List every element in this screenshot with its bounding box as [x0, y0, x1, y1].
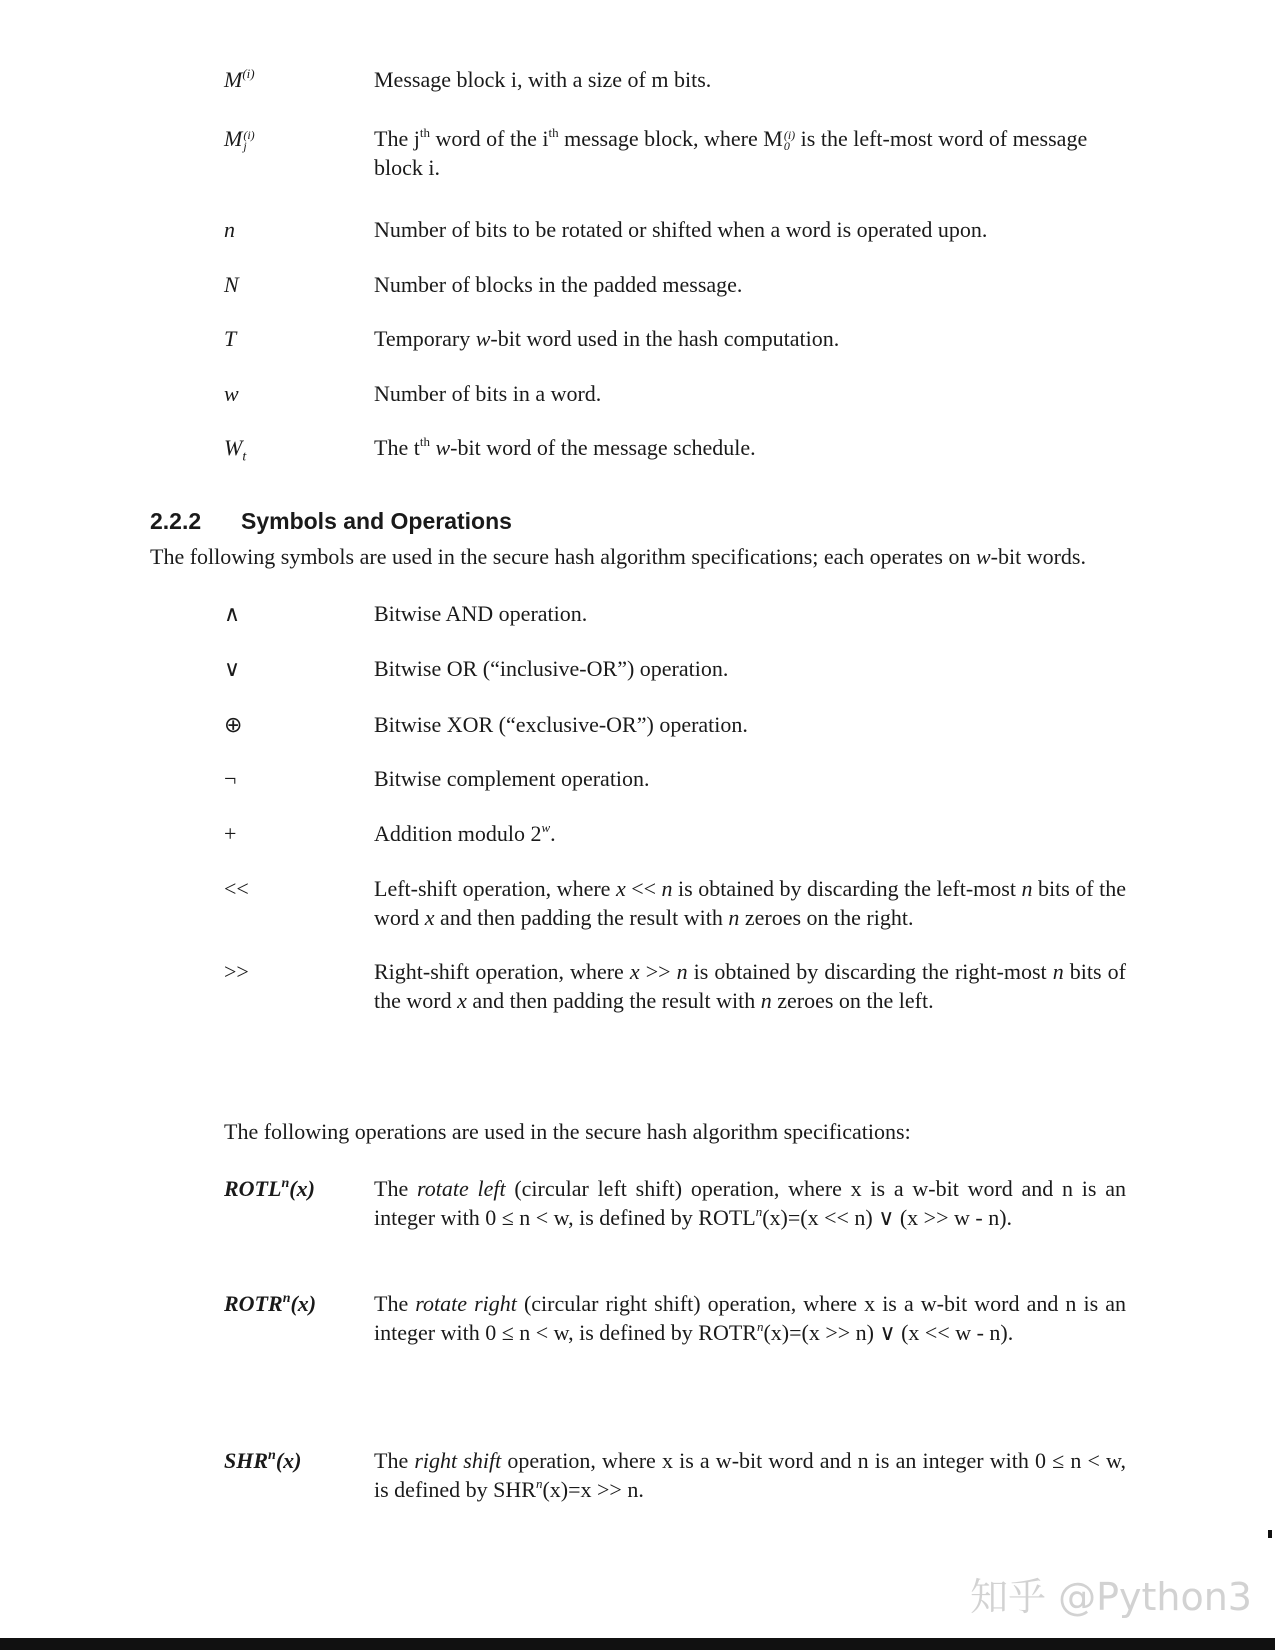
symbol-left-shift: <<	[224, 876, 249, 901]
symbol-right-shift: >>	[224, 959, 249, 984]
symbol-description: Bitwise OR (“inclusive-OR”) operation.	[374, 656, 729, 681]
notation-description: Message block i, with a size of m bits.	[374, 67, 712, 92]
bottom-rule	[0, 1638, 1275, 1650]
operation-name: ROTR$^n$(x)	[224, 1291, 317, 1316]
notation-description: Number of bits in a word.	[374, 381, 602, 406]
symbol-description: Bitwise complement operation.	[374, 766, 650, 791]
section-heading	[150, 508, 512, 535]
section-title: Symbols and Operations	[241, 508, 512, 534]
operation-description: The rotate right (circular right shift) operation, where x is a w-bit word and n is an integer with 0 ≤ n < w, is defined by $ROTR^n(x)=(x >> n)$ ∨ (x << w - n).	[374, 1291, 1126, 1345]
symbol-xor: ⊕	[224, 712, 243, 737]
symbol-description: Addition modulo 2$^w$.	[374, 820, 556, 846]
notation-description: Number of blocks in the padded message.	[374, 272, 743, 297]
symbol-and: ∧	[224, 601, 241, 626]
symbol-plus: +	[224, 821, 237, 846]
symbol-description: Right-shift operation, where x >> n is obtained by discarding the right-most n bits of the word x and then padding the result with n zeroes on the left.	[374, 959, 1126, 1013]
notation-symbol: $W_t$	[224, 435, 247, 465]
symbol-description: Bitwise AND operation.	[374, 601, 588, 626]
edge-mark	[1268, 1530, 1272, 1538]
symbol-description: Left-shift operation, where x << n is obtained by discarding the left-most n bits of the word x and then padding the result with n zeroes on the right.	[374, 876, 1126, 930]
notation-description: Number of bits to be rotated or shifted when a word is operated upon.	[374, 217, 988, 242]
notation-symbol: N	[224, 272, 239, 297]
notation-symbol: w	[224, 381, 239, 406]
symbol-not: ¬	[224, 766, 237, 791]
symbol-or: ∨	[224, 656, 241, 681]
symbol-description: Bitwise XOR (“exclusive-OR”) operation.	[374, 712, 748, 737]
operation-name: ROTL$^n$(x)	[224, 1176, 315, 1201]
notation-symbol: $M^{(i)}$	[224, 66, 255, 92]
section-number: 2.2.2	[150, 508, 202, 534]
notation-symbol: M (i) j	[224, 126, 255, 153]
operation-description: The rotate left (circular left shift) operation, where x is a w-bit word and n is an integer with 0 ≤ n < w, is defined by $ROTL^n(x)=(x << n)$ ∨ (x >> w - n).	[374, 1176, 1127, 1230]
notation-symbol: T	[224, 326, 237, 351]
notation-symbol: n	[224, 217, 235, 242]
section-intro: The following symbols are used in the secure hash algorithm specifications; each operates on w-bit words.	[150, 544, 1086, 569]
operations-intro: The following operations are used in the secure hash algorithm specifications:	[224, 1119, 911, 1144]
notation-description: The $j^{th}$ word of the $i^{th}$ message block, where M (i) 0 is the left-most word of message block i.	[374, 125, 1088, 180]
operation-description: The right shift operation, where x is a w-bit word and n is an integer with 0 ≤ n < w, is defined by $SHR^n(x)=x >> n$.	[374, 1448, 1126, 1502]
notation-description: The $t^{th}$ w-bit word of the message schedule.	[374, 434, 756, 460]
notation-description: Temporary w-bit word used in the hash computation.	[374, 326, 840, 351]
operation-name: SHR$^n$(x)	[224, 1448, 302, 1473]
watermark: 知乎 @Python3	[970, 1575, 1252, 1619]
